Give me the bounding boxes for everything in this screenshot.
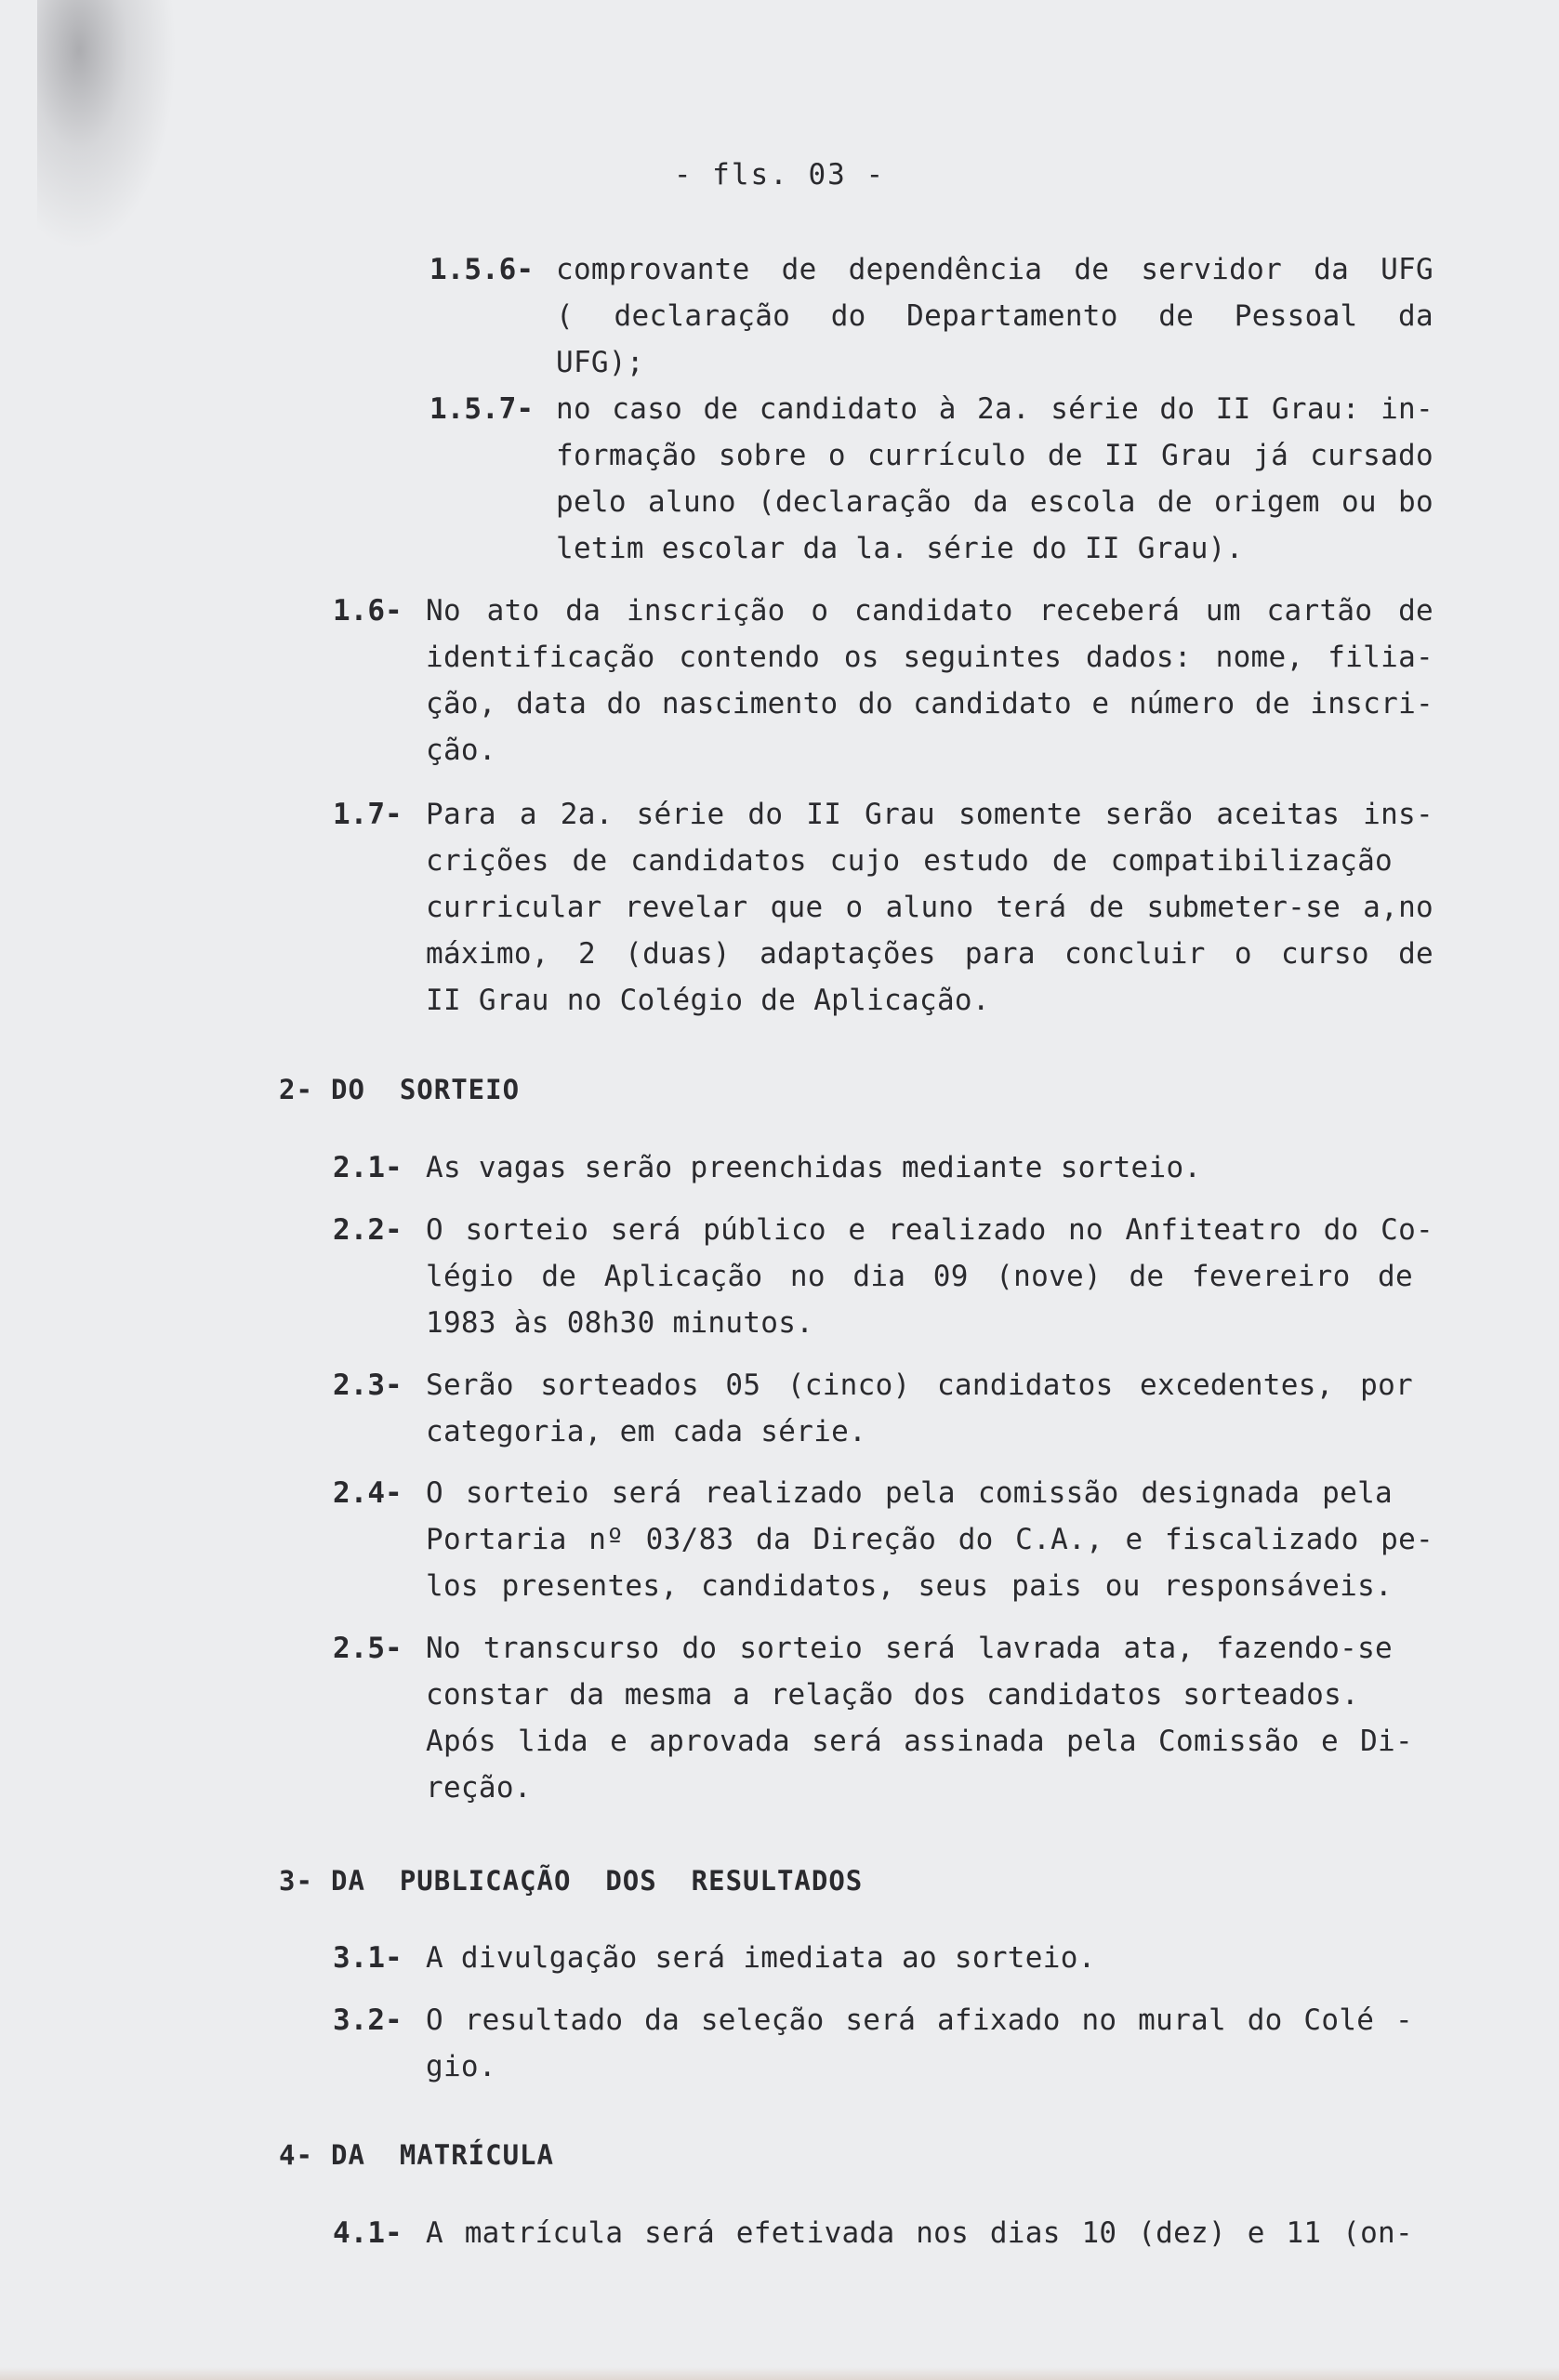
item-text-line: máximo, 2 (duas) adaptações para concluir o curso de bbox=[426, 937, 1433, 971]
section-heading: DO SORTEIO bbox=[331, 1074, 521, 1105]
item-text-line: Para a 2a. série do II Grau somente serão aceitas ins- bbox=[426, 798, 1433, 831]
item-text-line: Após lida e aprovada será assinada pela Comissão e Di- bbox=[426, 1725, 1413, 1758]
item-text-line: categoria, em cada série. bbox=[426, 1415, 867, 1448]
item-number: 2.2- bbox=[333, 1213, 403, 1247]
item-text-line: A matrícula será efetivada nos dias 10 (dez) e 11 (on- bbox=[426, 2216, 1413, 2250]
item-text-line: los presentes, candidatos, seus pais ou responsáveis. bbox=[426, 1569, 1393, 1603]
item-text-line: ção, data do nascimento do candidato e número de inscri- bbox=[426, 687, 1433, 721]
section-number: 2- bbox=[279, 1074, 313, 1105]
item-number: 1.6- bbox=[333, 594, 403, 628]
item-number: 2.1- bbox=[333, 1151, 403, 1184]
scan-edge bbox=[0, 2367, 1559, 2380]
item-number: 1.7- bbox=[333, 798, 403, 831]
item-number: 1.5.6- bbox=[429, 253, 534, 286]
scan-smudge bbox=[37, 0, 177, 251]
item-number: 4.1- bbox=[333, 2216, 403, 2250]
item-text-line: A divulgação será imediata ao sorteio. bbox=[426, 1941, 1096, 1975]
item-text-line: crições de candidatos cujo estudo de compatibilização bbox=[426, 844, 1393, 878]
item-text-line: reção. bbox=[426, 1771, 532, 1805]
item-text-line: letim escolar da la. série do II Grau). bbox=[556, 532, 1244, 565]
item-text-line: 1983 às 08h30 minutos. bbox=[426, 1306, 814, 1340]
item-number: 1.5.7- bbox=[429, 392, 534, 426]
item-text-line: gio. bbox=[426, 2050, 496, 2083]
item-text-line: ( declaração do Departamento de Pessoal da bbox=[556, 299, 1433, 333]
section-number: 3- bbox=[279, 1865, 313, 1897]
item-text-line: légio de Aplicação no dia 09 (nove) de fevereiro de bbox=[426, 1260, 1413, 1293]
section-number: 4- bbox=[279, 2139, 313, 2171]
item-text-line: identificação contendo os seguintes dados: nome, filia- bbox=[426, 641, 1433, 674]
item-number: 3.1- bbox=[333, 1941, 403, 1975]
item-text-line: curricular revelar que o aluno terá de submeter-se a,no bbox=[426, 891, 1433, 924]
item-text-line: UFG); bbox=[556, 346, 644, 379]
item-text-line: O resultado da seleção será afixado no mural do Colé - bbox=[426, 2003, 1413, 2037]
item-number: 2.5- bbox=[333, 1632, 403, 1665]
section-heading: DA MATRÍCULA bbox=[331, 2139, 554, 2171]
item-text-line: pelo aluno (declaração da escola de origem ou bo bbox=[556, 485, 1433, 519]
item-text-line: No transcurso do sorteio será lavrada ata, fazendo-se bbox=[426, 1632, 1393, 1665]
item-text-line: No ato da inscrição o candidato receberá um cartão de bbox=[426, 594, 1433, 628]
item-text-line: comprovante de dependência de servidor da UFG bbox=[556, 253, 1433, 286]
item-text-line: Serão sorteados 05 (cinco) candidatos excedentes, por bbox=[426, 1368, 1413, 1402]
item-number: 2.3- bbox=[333, 1368, 403, 1402]
item-text-line: formação sobre o currículo de II Grau já cursado bbox=[556, 439, 1433, 472]
item-text-line: Portaria nº 03/83 da Direção do C.A., e fiscalizado pe- bbox=[426, 1523, 1433, 1556]
item-text-line: constar da mesma a relação dos candidatos sorteados. bbox=[426, 1678, 1359, 1712]
item-text-line: As vagas serão preenchidas mediante sorteio. bbox=[426, 1151, 1202, 1184]
item-number: 2.4- bbox=[333, 1476, 403, 1510]
item-text-line: no caso de candidato à 2a. série do II Grau: in- bbox=[556, 392, 1433, 426]
item-text-line: ção. bbox=[426, 734, 496, 767]
item-text-line: O sorteio será realizado pela comissão designada pela bbox=[426, 1476, 1393, 1510]
item-text-line: O sorteio será público e realizado no Anfiteatro do Co- bbox=[426, 1213, 1433, 1247]
item-number: 3.2- bbox=[333, 2003, 403, 2037]
section-heading: DA PUBLICAÇÃO DOS RESULTADOS bbox=[331, 1865, 864, 1897]
item-text-line: II Grau no Colégio de Aplicação. bbox=[426, 984, 990, 1017]
page-number-header: - fls. 03 - bbox=[673, 158, 886, 192]
